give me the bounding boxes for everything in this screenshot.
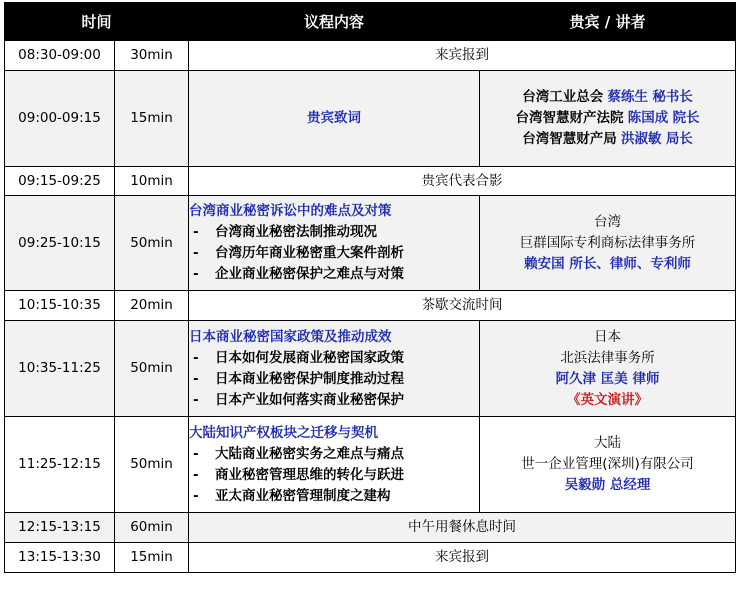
agenda-item-text: 企业商业秘密保护之难点与对策	[215, 266, 405, 282]
guest-name: 蔡练生	[607, 89, 649, 105]
agenda-item	[189, 348, 479, 369]
guest-line	[480, 87, 735, 108]
merged-cell: 来宾报到	[189, 41, 736, 71]
speaker-region: 大陆	[594, 435, 622, 451]
guest-line	[480, 108, 735, 129]
duration-cell: 10min	[115, 167, 189, 196]
time-cell: 10:15-10:35	[5, 291, 115, 321]
guest-name: 洪淑敏	[621, 131, 662, 147]
time-cell: 13:15-13:30	[5, 543, 115, 573]
agenda-item	[189, 369, 479, 390]
time-cell: 09:15-09:25	[5, 167, 115, 196]
bullet-dash: -	[193, 370, 199, 387]
guest-cell	[480, 71, 736, 167]
agenda-item	[189, 390, 479, 411]
agenda-cell	[189, 417, 480, 513]
speaker-region: 台湾	[594, 213, 622, 230]
speaker-region: 日本	[594, 328, 622, 345]
header-guest: 贵宾 / 讲者	[480, 3, 736, 41]
duration-cell: 60min	[115, 513, 189, 543]
table-row	[5, 291, 736, 321]
time-cell: 10:35-11:25	[5, 321, 115, 417]
agenda-item-text: 商业秘密管理思维的转化与跃进	[215, 466, 405, 483]
agenda-item	[189, 465, 479, 486]
agenda-item-text: 台湾历年商业秘密重大案件剖析	[215, 245, 405, 261]
time-cell: 09:00-09:15	[5, 71, 115, 167]
duration-cell: 15min	[115, 543, 189, 573]
table-row	[5, 543, 736, 573]
duration-cell: 50min	[115, 196, 189, 291]
agenda-cell	[189, 196, 480, 291]
agenda-item-text: 日本产业如何落实商业秘密保护	[215, 391, 405, 408]
merged-cell: 中午用餐休息时间	[189, 513, 736, 543]
agenda-item-text: 台湾商业秘密法制推动现况	[215, 224, 378, 240]
guest-org: 台湾智慧财产局	[522, 131, 617, 147]
bullet-dash: -	[193, 391, 199, 408]
agenda-item	[189, 222, 479, 243]
agenda-title: 大陆知识产权板块之迁移与契机	[189, 424, 379, 441]
agenda-item	[189, 444, 479, 465]
speaker-cell	[480, 417, 736, 513]
speaker-name: 吴毅勋 总经理	[564, 477, 651, 493]
duration-cell: 30min	[115, 41, 189, 71]
guest-role: 秘书长	[652, 89, 693, 105]
time-cell: 12:15-13:15	[5, 513, 115, 543]
table-row	[5, 417, 736, 513]
agenda-item	[189, 486, 479, 507]
agenda-cell	[189, 71, 480, 167]
speaker-cell	[480, 321, 736, 417]
duration-cell: 15min	[115, 71, 189, 167]
guest-org: 台湾智慧财产法院	[515, 110, 624, 126]
agenda-table-wrapper	[4, 2, 736, 573]
merged-cell: 来宾报到	[189, 543, 736, 573]
speaker-org: 巨群国际专利商标法律事务所	[519, 234, 696, 251]
table-row	[5, 196, 736, 291]
agenda-item-text: 大陆商业秘密实务之难点与痛点	[215, 445, 405, 462]
agenda-cell	[189, 321, 480, 417]
table-row	[5, 167, 736, 196]
agenda-item	[189, 243, 479, 264]
agenda-item	[189, 264, 479, 285]
guest-line	[480, 129, 735, 150]
header-time: 时间	[5, 3, 189, 41]
bullet-dash: -	[193, 224, 199, 240]
header-agenda: 议程内容	[189, 3, 480, 41]
bullet-dash: -	[193, 466, 199, 483]
speaker-name: 赖安国 所长、律师、专利师	[524, 255, 691, 272]
agenda-item-text: 日本商业秘密保护制度推动过程	[215, 370, 405, 387]
speaker-name: 阿久津 匡美 律师	[555, 370, 660, 387]
agenda-title: 台湾商业秘密诉讼中的难点及对策	[189, 203, 392, 219]
agenda-title: 贵宾致词	[307, 110, 362, 126]
time-cell: 09:25-10:15	[5, 196, 115, 291]
bullet-dash: -	[193, 266, 199, 282]
agenda-item-text: 亚太商业秘密管理制度之建构	[215, 487, 391, 504]
time-cell: 08:30-09:00	[5, 41, 115, 71]
bullet-dash: -	[193, 487, 199, 504]
duration-cell: 50min	[115, 321, 189, 417]
speaker-cell	[480, 196, 736, 291]
table-row	[5, 321, 736, 417]
agenda-table	[4, 2, 736, 573]
speaker-note: 《英文演讲》	[567, 391, 649, 408]
guest-org: 台湾工业总会	[522, 89, 604, 105]
table-row	[5, 71, 736, 167]
table-row	[5, 41, 736, 71]
duration-cell: 50min	[115, 417, 189, 513]
bullet-dash: -	[193, 445, 199, 462]
guest-name: 陈国成	[627, 110, 669, 126]
bullet-dash: -	[193, 245, 199, 261]
merged-cell: 贵宾代表合影	[189, 167, 736, 196]
agenda-item-text: 日本如何发展商业秘密国家政策	[215, 349, 405, 366]
bullet-dash: -	[193, 349, 199, 366]
merged-cell: 茶歇交流时间	[189, 291, 736, 321]
header-row	[5, 3, 736, 41]
duration-cell: 20min	[115, 291, 189, 321]
guest-role: 局长	[665, 131, 693, 147]
time-cell: 11:25-12:15	[5, 417, 115, 513]
speaker-org: 北浜法律事务所	[560, 349, 655, 366]
agenda-title: 日本商业秘密国家政策及推动成效	[189, 328, 392, 345]
table-row	[5, 513, 736, 543]
guest-role: 院长	[672, 110, 700, 126]
speaker-org: 世一企业管理(深圳)有限公司	[521, 456, 694, 472]
